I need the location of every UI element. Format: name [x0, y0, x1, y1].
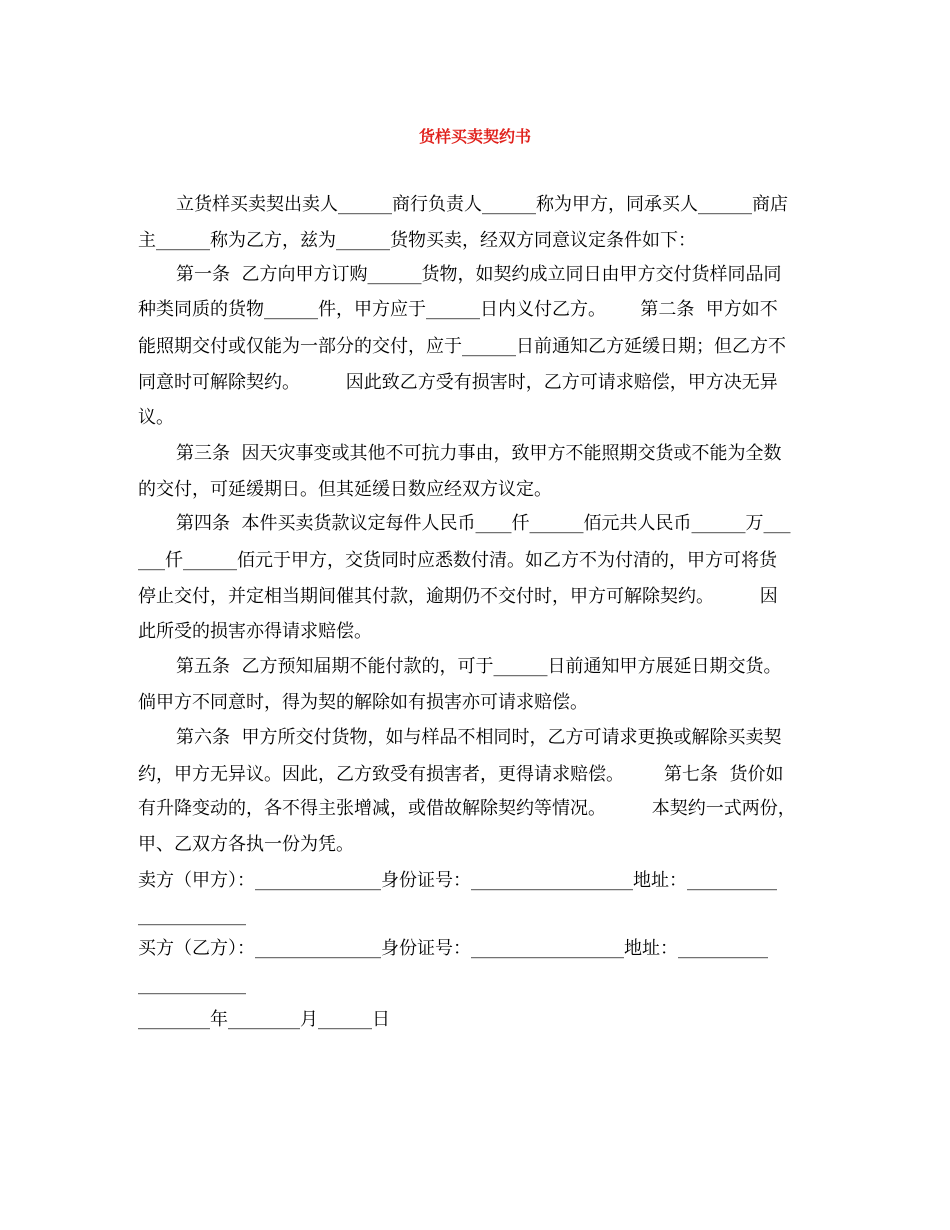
paragraph-line: 能照期交付或仅能为一部分的交付，应于______日前通知乙方延缓日期；但乙方不 — [138, 336, 786, 357]
paragraph-line: 有升降变动的，各不得主张增减，或借故解除契约等情况。 本契约一式两份， — [138, 798, 796, 819]
document-title: 货样买卖契约书 — [418, 127, 531, 146]
paragraph-line: 同意时可解除契约。 因此致乙方受有损害时，乙方可请求赔偿，甲方决无异 — [138, 372, 778, 393]
paragraph-line: 主______称为乙方，兹为______货物买卖，经双方同意议定条件如下： — [138, 230, 696, 251]
buyer-signature-line: 买方（乙方）：______________身份证号：_________________地址：__________ — [138, 938, 768, 959]
seller-signature-line: 卖方（甲方）：______________身份证号：__________________地址：__________ — [138, 870, 777, 891]
buyer-address-continuation: ____________ — [138, 974, 246, 995]
paragraph-line: 倘甲方不同意时，得为契的解除如有损害亦可请求赔偿。 — [138, 692, 588, 713]
date-line: ________年________月______日 — [138, 1009, 390, 1030]
paragraph-line: 甲、乙双方各执一份为凭。 — [138, 834, 354, 855]
paragraph-line: 议。 — [138, 407, 174, 428]
paragraph-line: 第五条 乙方预知届期不能付款的，可于______日前通知甲方展延日期交货。 — [176, 656, 782, 677]
paragraph-line: 约，甲方无异议。因此，乙方致受有损害者，更得请求赔偿。 第七条 货价如 — [138, 764, 784, 785]
seller-address-continuation: ____________ — [138, 905, 246, 926]
paragraph-line: 第六条 甲方所交付货物，如与样品不相同时，乙方可请求更换或解除买卖契 — [176, 727, 782, 748]
paragraph-line: 立货样买卖契出卖人______商行负责人______称为甲方，同承买人______商店 — [176, 194, 788, 215]
paragraph-line: 停止交付，并定相当期间催其付款，逾期仍不交付时，甲方可解除契约。 因 — [138, 586, 778, 607]
paragraph-line: 此所受的损害亦得请求赔偿。 — [138, 621, 372, 642]
paragraph-line: 第三条 因天灾事变或其他不可抗力事由，致甲方不能照期交货或不能为全数 — [176, 443, 782, 464]
paragraph-line: 第四条 本件买卖货款议定每件人民币____仟______佰元共人民币______万___ — [176, 513, 791, 534]
paragraph-line: 的交付，可延缓期日。但其延缓日数应经双方议定。 — [138, 479, 552, 500]
paragraph-line: 第一条 乙方向甲方订购______货物，如契约成立同日由甲方交付货样同品同 — [176, 264, 782, 285]
paragraph-line: ___仟______佰元于甲方，交货同时应悉数付清。如乙方不为付清的，甲方可将货 — [138, 550, 777, 571]
paragraph-line: 种类同质的货物______件，甲方应于______日内义付乙方。 第二条 甲方如不 — [138, 299, 778, 320]
